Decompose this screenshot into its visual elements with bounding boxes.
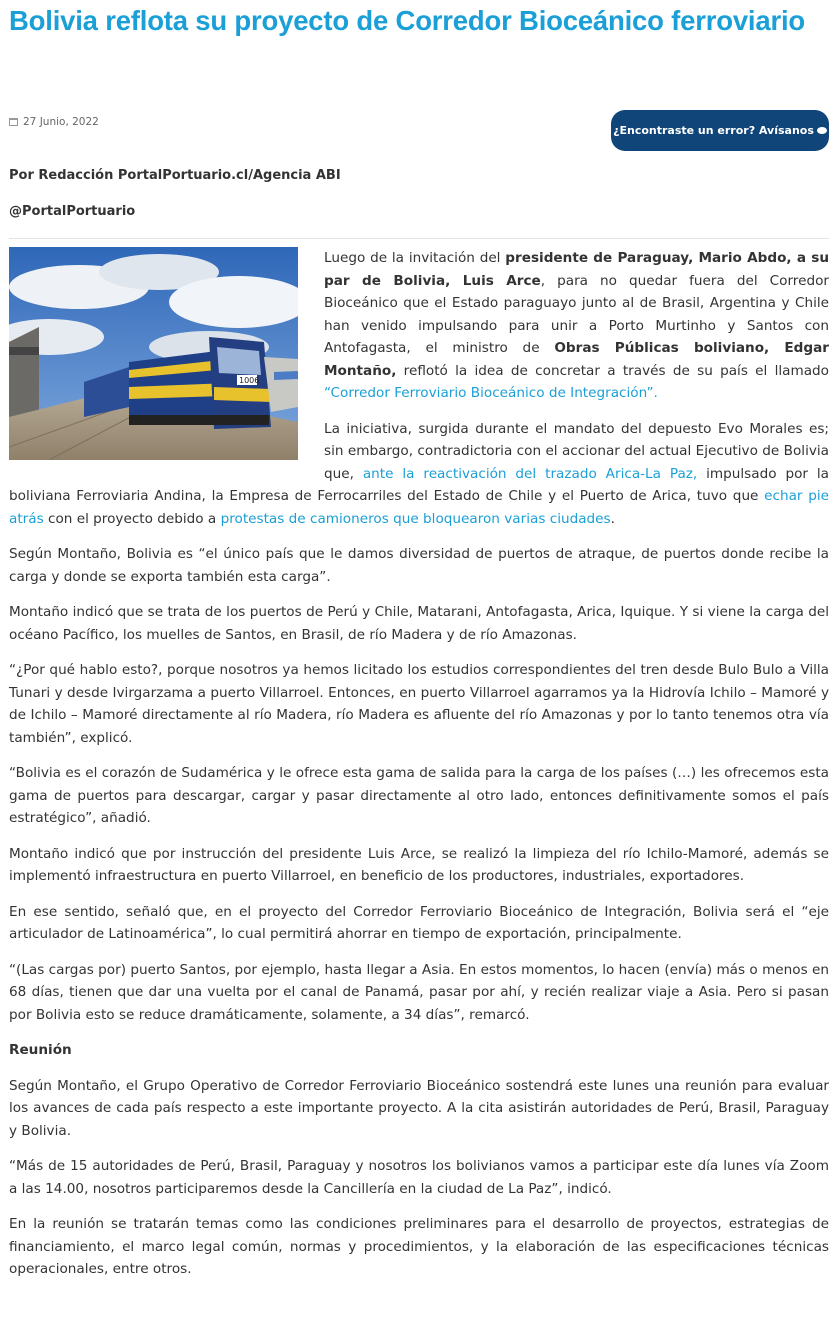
report-error-button[interactable] [611,110,829,151]
paragraph-9: “(Las cargas por) puerto Santos, por ejemplo, hasta llegar a Asia. En estos momentos, lo hacen (envía) más o menos en 68 días, tienen que dar una vuelta por el canal de Panamá, pasar por ahí, y recién realizar viaje a Asia. Pero si pasan por Bolivia esto se reduce dramáticamente, solamente, a 34 días”, remarcó. [9,961,829,1023]
social-handle: @PortalPortuario [9,204,136,219]
article-date [9,116,99,128]
paragraph-8: En ese sentido, señaló que, en el proyecto del Corredor Ferroviario Bioceánico de Integración, Bolivia será el “eje articulador de Latinoamérica”, lo cual permitirá ahorrar en tiempo de exportación, principalmente. [9,903,829,942]
subheading-reunion: Reunión [9,1042,72,1058]
paragraph-2: La iniciativa, surgida durante el mandato del depuesto Evo Morales es; sin embargo, contradictoria con el accionar del actual Ejecutivo de Bolivia que, ante la reactivación del trazado Arica-La Paz, impulsado por la boliviana Ferroviaria Andina, la Empresa de Ferrocarriles del Estado de Chile y el Puerto de Arica, tuvo que echar pie atrás con el proyecto debido a protestas de camioneros que bloquearon varias ciudades. [9,420,829,527]
paragraph-4: Montaño indicó que se trata de los puertos de Perú y Chile, Matarani, Antofagasta, Arica, Iquique. Y si viene la carga del océano Pacífico, los muelles de Santos, en Brasil, de río Madera y de río Amazonas. [9,604,829,643]
article-photo-train [9,247,298,460]
locomotive-number: 1006 [239,376,260,385]
link-echar-pie-atras[interactable]: echar pie atrás [9,488,829,527]
article-body [9,247,829,1294]
author-byline: Por Redacción PortalPortuario.cl/Agencia ABI [9,168,341,183]
divider [9,238,829,239]
speech-bubble-icon [817,127,827,134]
paragraph-1: Luego de la invitación del presidente de Paraguay, Mario Abdo, a su par de Bolivia, Luis Arce, para no quedar fuera del Corredor Bioceánico que el Estado paraguayo junto al de Brasil, Argentina y Chile han venido impulsando para unir a Porto Murtinho y Santos con Antofagasta, el ministro de Obras Públicas boliviano, Edgar Montaño, reflotó la idea de concretar a través de su país el llamado “Corredor Ferroviario Bioceánico de Integración”. [324,250,830,401]
train-photo-illustration [9,247,298,460]
report-error-label: ¿Encontraste un error? Avísanos [613,124,814,137]
paragraph-12: En la reunión se tratarán temas como las condiciones preliminares para el desarrollo de proyectos, estrategias de financiamiento, el marco legal común, normas y procedimientos, y la elaboración de las especificaciones técnicas operacionales, entre otros. [9,1216,829,1277]
paragraph-11: “Más de 15 autoridades de Perú, Brasil, Paraguay y nosotros los bolivianos vamos a participar este día lunes vía Zoom a las 14.00, nosotros participaremos desde la Cancillería en la ciudad de La Paz”, indicó. [9,1158,829,1197]
paragraph-7: Montaño indicó que por instrucción del presidente Luis Arce, se realizó la limpieza del río Ichilo-Mamoré, además se implementó infraestructura en puerto Villarroel, en beneficio de los productores, industriales, exportadores. [9,845,829,884]
paragraph-3: Según Montaño, Bolivia es “el único país que le damos diversidad de puertos de atraque, de puertos donde recibe la carga y donde se exporta también esta carga”. [9,546,829,585]
date-text: 27 Junio, 2022 [23,116,99,128]
link-arica-la-paz[interactable]: ante la reactivación del trazado Arica-La Paz, [362,465,698,482]
calendar-icon [9,118,18,126]
paragraph-5: “¿Por qué hablo esto?, porque nosotros ya hemos licitado los estudios correspondientes del tren desde Bulo Bulo a Villa Tunari y desde Ivirgarzama a puerto Villarroel. Entonces, en puerto Villarroel agarramos ya la Hidrovía Ichilo – Mamoré y de Ichilo – Mamoré directamente al río Madera, río Madera es afluente del río Amazonas y por lo tanto tenemos otra vía también”, explicó. [9,662,829,746]
paragraph-10: Según Montaño, el Grupo Operativo de Corredor Ferroviario Bioceánico sostendrá este lunes una reunión para evaluar los avances de cada país respecto a este importante proyecto. A la cita asistirán autoridades de Perú, Brasil, Paraguay y Bolivia. [9,1077,829,1139]
link-corredor-ferroviario[interactable]: “Corredor Ferroviario Bioceánico de Integración”. [324,385,658,401]
paragraph-6: “Bolivia es el corazón de Sudamérica y le ofrece esta gama de salida para la carga de los países (…) les ofrecemos esta gama de puertos para descargar, cargar y pasar directamente al otro lado, entonces definitivamente somos el país estratégico”, añadió. [9,765,829,826]
link-protestas-camioneros[interactable]: protestas de camioneros que bloquearon varias ciudades [220,510,611,527]
article-title: Bolivia reflota su proyecto de Corredor Bioceánico ferroviario [9,5,806,36]
